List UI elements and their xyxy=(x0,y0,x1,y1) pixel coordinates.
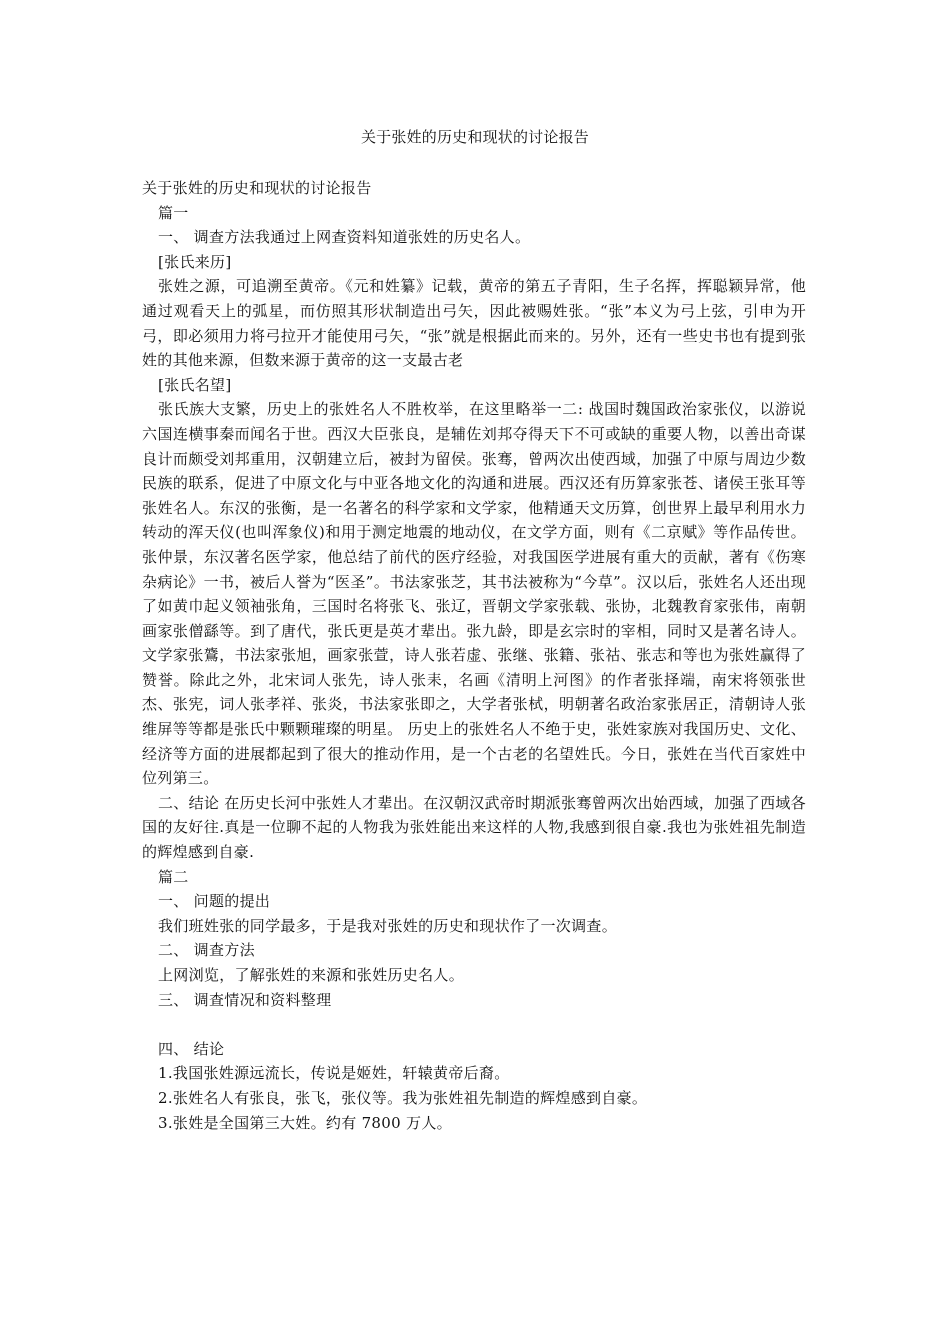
page-header-title: 关于张姓的历史和现状的讨论报告 xyxy=(360,128,589,146)
document-title: 关于张姓的历史和现状的讨论报告 xyxy=(142,179,372,197)
conclusion-item: 3.张姓是全国第三大姓。约有 7800 万人。 xyxy=(158,1113,452,1132)
part1-label: 篇一 xyxy=(158,203,189,222)
method-heading: 二、 调查方法 xyxy=(158,941,255,960)
blank-line xyxy=(142,1012,806,1037)
document-body xyxy=(142,176,806,1135)
question-heading: 一、 问题的提出 xyxy=(158,892,271,911)
fame-heading: [张氏名望] xyxy=(158,375,232,394)
conclusion-item: 1.我国张姓源远流长，传说是姬姓，轩辕黄帝后裔。 xyxy=(158,1064,510,1083)
conclusion-heading: 四、 结论 xyxy=(158,1039,225,1058)
part2-label: 篇二 xyxy=(158,867,189,886)
part1-method: 一、 调查方法我通过上网查资料知道张姓的历史名人。 xyxy=(158,228,531,247)
method-text: 上网浏览，了解张姓的来源和张姓历史名人。 xyxy=(158,966,465,984)
fame-paragraph: 张氏族大支繁，历史上的张姓名人不胜枚举，在这里略举一二: 战国时魏国政治家张仪，以游说六国连横事秦而闻名于世。西汉大臣张良，是辅佐刘邦夺得天下不可或缺的重要人物，以善出奇谋良计而颇受刘邦重用，汉朝建立后，被封为留侯。张骞，曾两次出使西域，加强了中原与周边少数民族的联系，促进了中原文化与中亚各地文化的沟通和进展。西汉还有历算家张苍、诸侯王张耳等张姓名人。东汉的张衡，是一名著名的科学家和文学家，他精通天文历算，创世界上最早利用水力转动的浑天仪(也叫浑象仪)和用于测定地震的地动仪，在文学方面，则有《二京赋》等作品传世。张仲景，东汉著名医学家，他总结了前代的医疗经验，对我国医学进展有重大的贡献，著有《伤寒杂病论》一书，被后人誉为“医圣”。书法家张芝，其书法被称为“今草”。汉以后，张姓名人还出现了如黄巾起义领袖张角，三国时名将张飞、张辽，晋朝文学家张载、张协，北魏教育家张伟，南朝画家张僧繇等。到了唐代，张氏更是英才辈出。张九龄，即是玄宗时的宰相，同时又是著名诗人。文学家张鷟，书法家张旭，画家张萱，诗人张若虚、张继、张籍、张祜、张志和等也为张姓赢得了赞誉。除此之外，北宋词人张先，诗人张耒，名画《清明上河图》的作者张择端，南宋将领张世杰、张宪，词人张孝祥、张炎，书法家张即之，大学者张栻，明朝著名政治家张居正，清朝诗人张维屏等等都是张氏中颗颗璀璨的明星。 历史上的张姓名人不绝于史，张姓家族对我国历史、文化、经济等方面的进展都起到了很大的推动作用，是一个古老的名望姓氏。今日，张姓在当代百家姓中位列第三。 xyxy=(142,400,806,788)
survey-heading: 三、 调查情况和资料整理 xyxy=(158,990,332,1009)
part1-conclusion: 二、结论 在历史长河中张姓人才辈出。在汉朝汉武帝时期派张骞曾两次出始西域，加强了西域各国的友好往.真是一位聊不起的人物我为张姓能出来这样的人物,我感到很自豪.我也为张姓祖先制造的辉煌感到自豪. xyxy=(142,793,806,862)
question-text: 我们班姓张的同学最多，于是我对张姓的历史和现状作了一次调查。 xyxy=(158,916,618,935)
origin-heading: [张氏来历] xyxy=(158,252,232,271)
origin-paragraph: 张姓之源，可追溯至黄帝。《元和姓纂》记载，黄帝的第五子青阳，生子名挥，挥聪颖异常，他通过观看天上的弧星，而仿照其形状制造出弓矢，因此被赐姓张。“张”本义为弓上弦，引申为开弓，即必须用力将弓拉开才能使用弓矢，“张”就是根据此而来的。另外，还有一些史书也有提到张姓的其他来源，但数来源于黄帝的这一支最古老 xyxy=(142,277,806,370)
conclusion-item: 2.张姓名人有张良，张飞，张仪等。我为张姓祖先制造的辉煌感到自豪。 xyxy=(158,1088,648,1107)
